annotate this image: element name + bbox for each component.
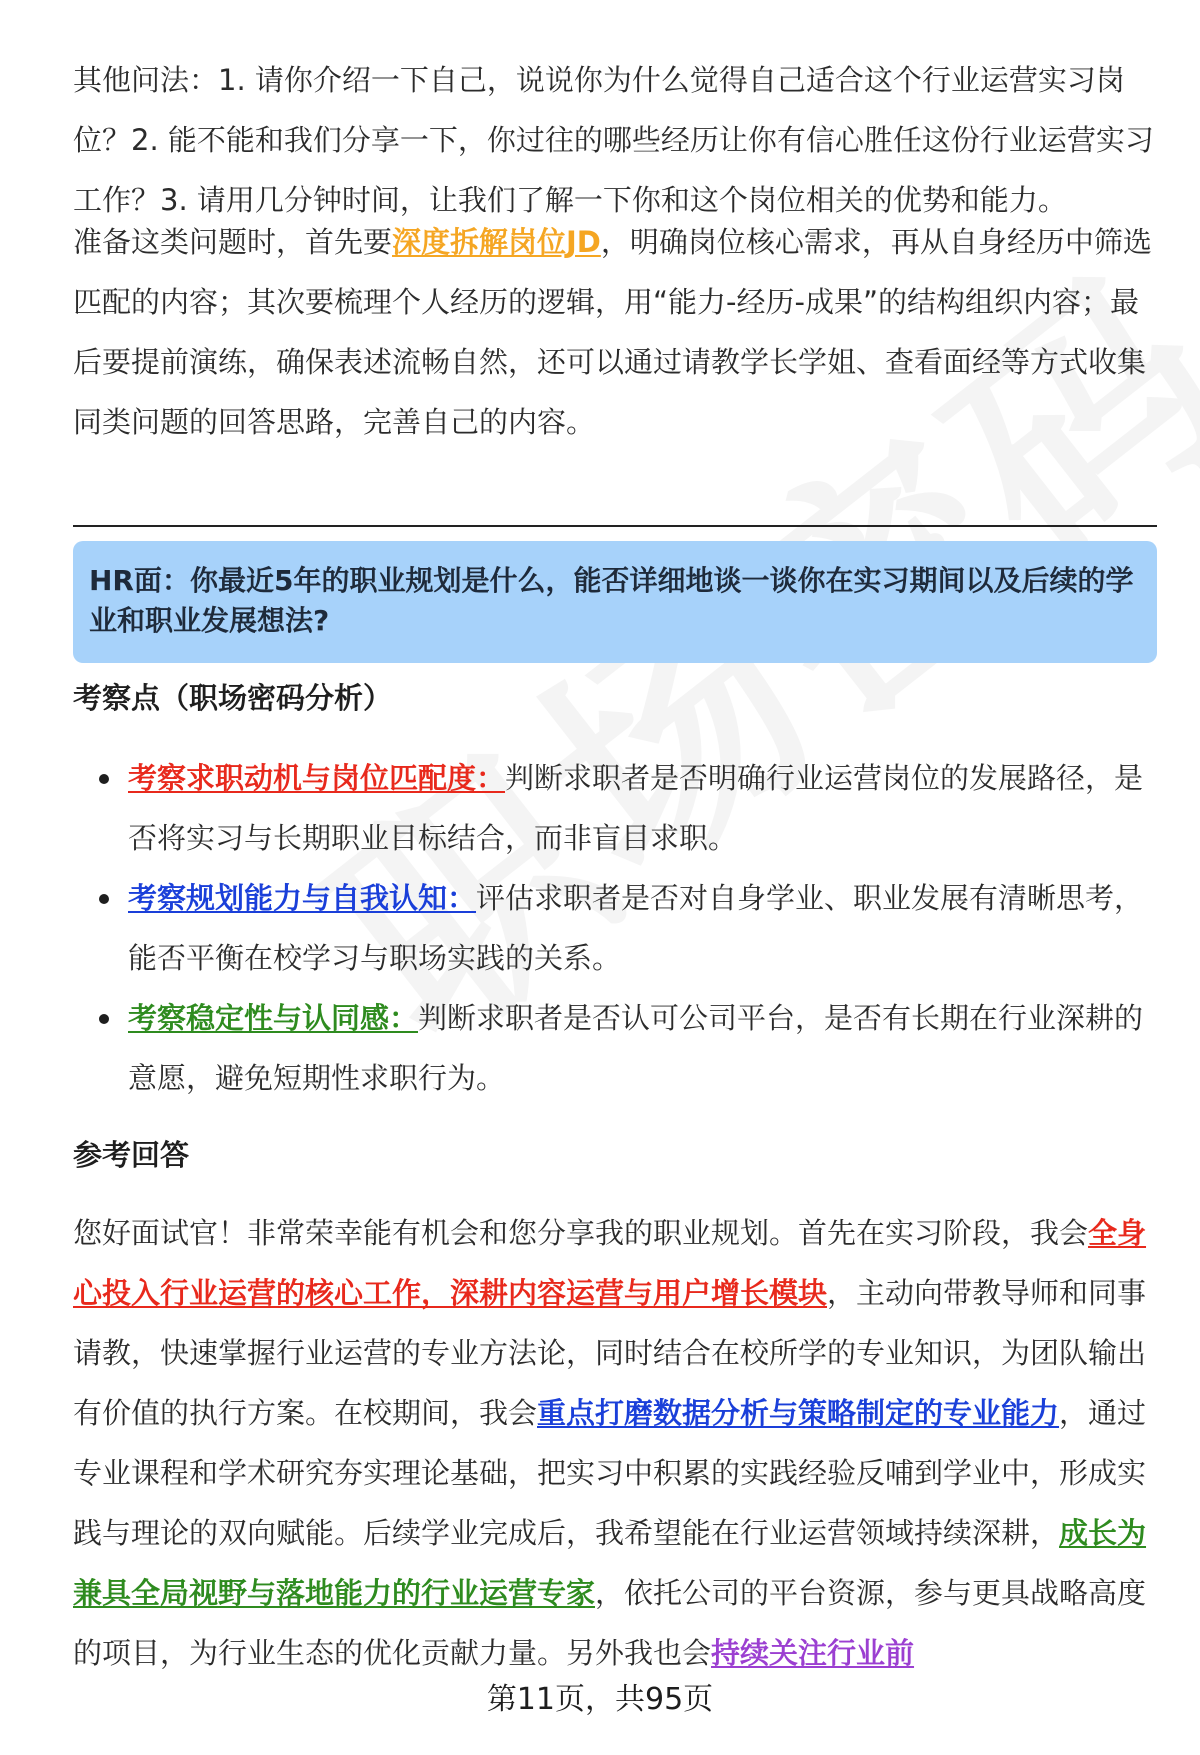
- answer-heading: 参考回答: [73, 1138, 190, 1172]
- assessment-item-text: 评估求职者是否对自身学业、职业发展有清晰思考，能否平衡在校学习与职场实践的关系。: [128, 881, 1144, 975]
- answer-paragraph: [73, 1203, 1163, 1683]
- intro-preparation-tips: [73, 212, 1163, 452]
- assessment-item-label: 考察规划能力与自我认知：: [128, 881, 477, 915]
- answer-text-4: ，依托公司的平台资源，参与更具战略高度的项目，为行业生态的优化贡献力量。另外我也会: [73, 1576, 1147, 1670]
- question-text: HR面：你最近5年的职业规划是什么，能否详细地谈一谈你在实习期间以及后续的学业和职业发展想法?: [89, 564, 1134, 637]
- intro-tips-text-b: ，明确岗位核心需求，再从自身经历中筛选匹配的内容；其次要梳理个人经历的逻辑，用“能力-经历-成果”的结构组织内容；最后要提前演练，确保表述流畅自然，还可以通过请教学长学姐、查看面经等方式收集同类问题的回答思路，完善自己的内容。: [73, 225, 1152, 439]
- highlight-data-analysis: 重点打磨数据分析与策略制定的专业能力: [537, 1396, 1060, 1430]
- assessment-item-text: 判断求职者是否认可公司平台，是否有长期在行业深耕的意愿，避免短期性求职行为。: [128, 1001, 1144, 1095]
- assessment-item-label: 考察稳定性与认同感：: [128, 1001, 419, 1035]
- assessment-item-label: 考察求职动机与岗位匹配度：: [128, 761, 506, 795]
- bullet-dot-icon: [99, 774, 109, 784]
- answer-text-1: 您好面试官！非常荣幸能有机会和您分享我的职业规划。首先在实习阶段，我会: [73, 1216, 1089, 1250]
- bullet-dot-icon: [99, 1014, 109, 1024]
- section-divider: [73, 525, 1157, 527]
- highlight-jd-analysis: 深度拆解岗位JD: [392, 225, 601, 259]
- bullet-dot-icon: [99, 894, 109, 904]
- question-box: [73, 541, 1157, 663]
- answer-text-3: ，通过专业课程和学术研究夯实理论基础，把实习中积累的实践经验反哺到学业中，形成实践与理论的双向赋能。后续学业完成后，我希望能在行业运营领域持续深耕，: [73, 1396, 1147, 1550]
- assessment-item: [73, 748, 1163, 868]
- assessment-heading: 考察点（职场密码分析）: [73, 681, 393, 715]
- assessment-item: [73, 868, 1163, 988]
- intro-alt-questions: 其他问法：1. 请你介绍一下自己，说说你为什么觉得自己适合这个行业运营实习岗位？2. 能不能和我们分享一下，你过往的哪些经历让你有信心胜任这份行业运营实习工作？3. 请用几分钟时间，让我们了解一下你和这个岗位相关的优势和能力。: [73, 63, 1154, 217]
- highlight-ops-expert: 成长为兼具全局视野与落地能力的行业运营专家: [73, 1516, 1147, 1610]
- assessment-item: [73, 988, 1163, 1108]
- highlight-industry-trends: 持续关注行业前: [711, 1636, 915, 1670]
- assessment-item-text: 判断求职者是否明确行业运营岗位的发展路径，是否将实习与长期职业目标结合，而非盲目求职。: [128, 761, 1144, 855]
- highlight-core-work: 全身心投入行业运营的核心工作，深耕内容运营与用户增长模块: [73, 1216, 1147, 1310]
- intro-tips-text-a: 准备这类问题时，首先要: [73, 225, 393, 259]
- answer-text-2: ，主动向带教导师和同事请教，快速掌握行业运营的专业方法论，同时结合在校所学的专业知识，为团队输出有价值的执行方案。在校期间，我会: [73, 1276, 1147, 1430]
- page-number: 第11页，共95页: [486, 1682, 714, 1717]
- assessment-list: [73, 748, 1163, 1108]
